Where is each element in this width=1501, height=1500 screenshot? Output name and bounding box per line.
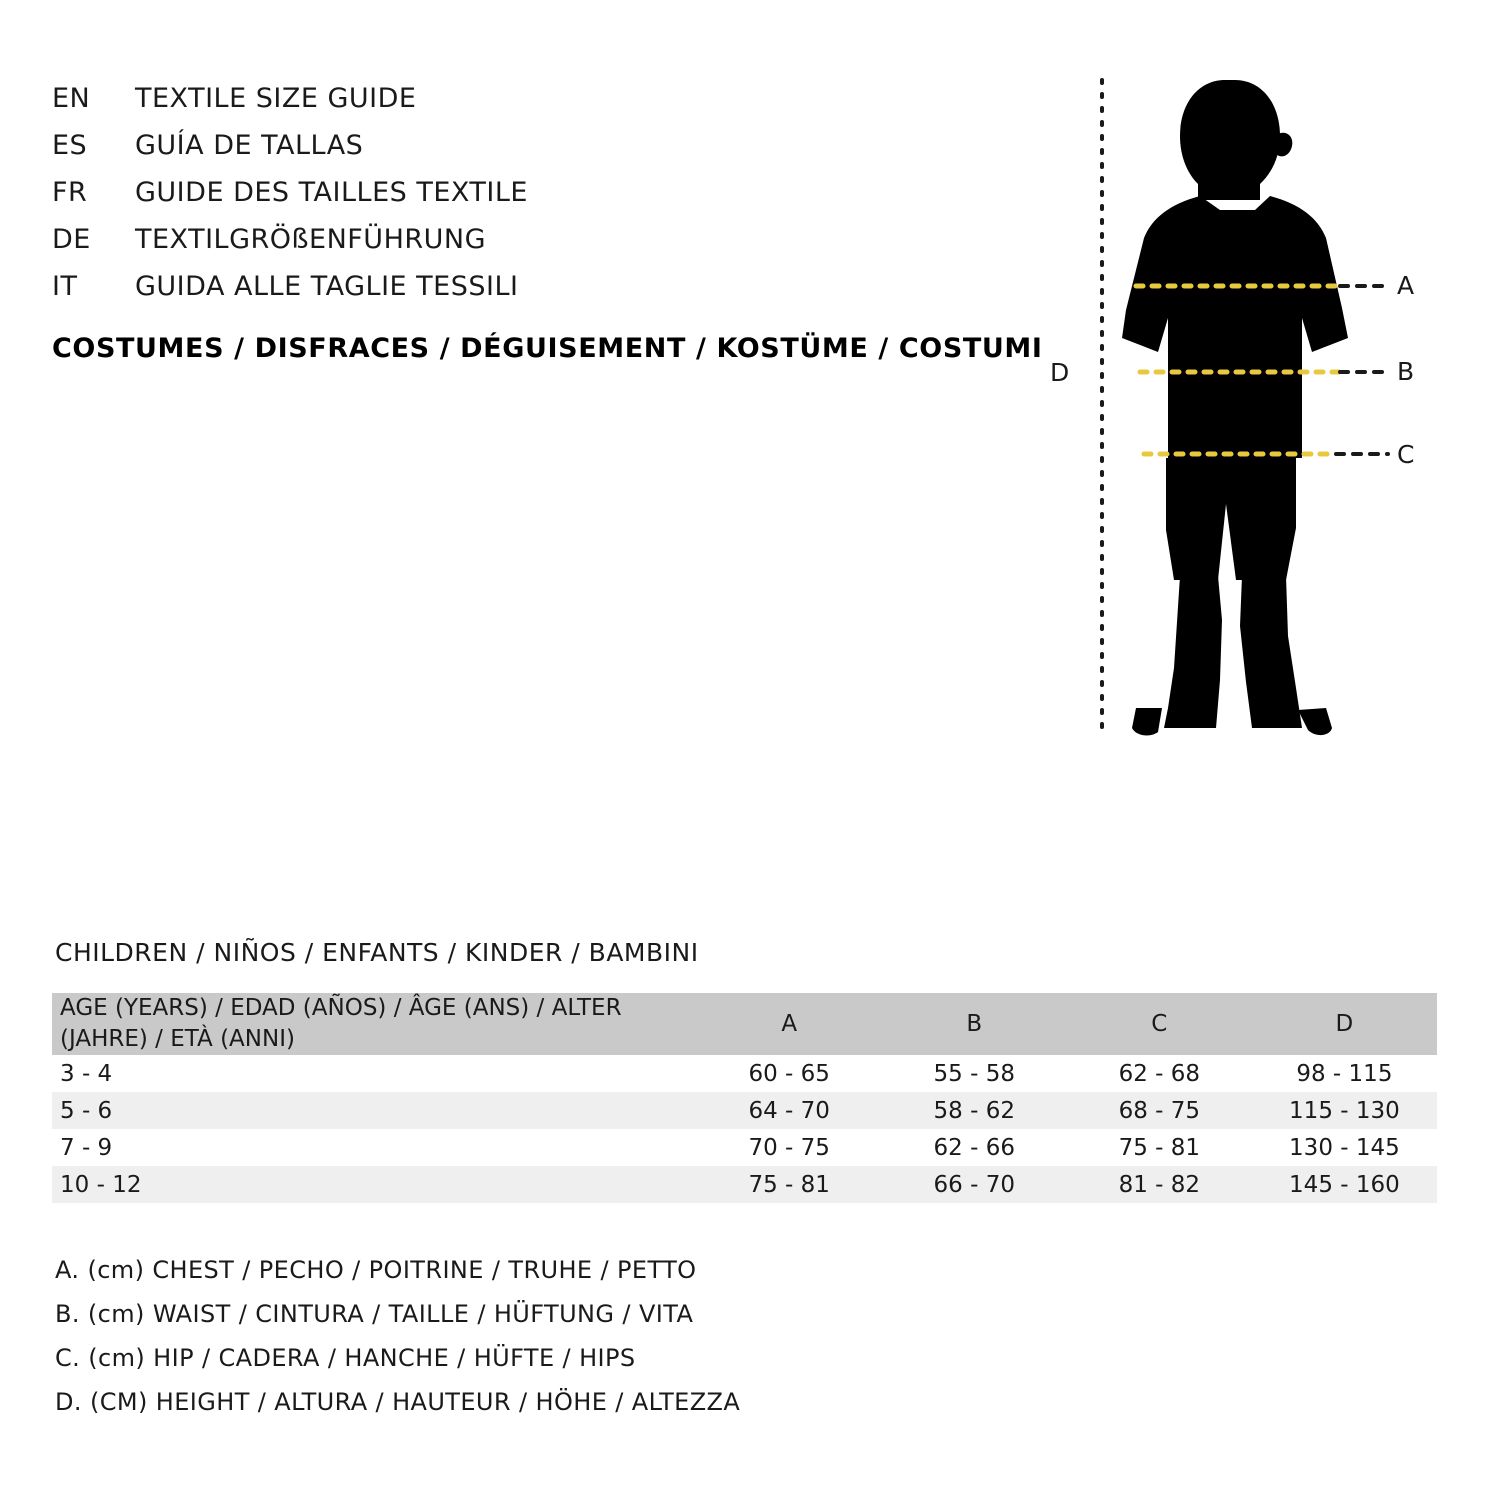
cell-a: 64 - 70 (697, 1092, 882, 1129)
column-header-age: AGE (YEARS) / EDAD (AÑOS) / ÂGE (ANS) / ALTER (JAHRE) / ETÀ (ANNI) (52, 993, 697, 1055)
language-row-de (52, 216, 1052, 263)
cell-age: 10 - 12 (52, 1166, 697, 1203)
cell-b: 58 - 62 (882, 1092, 1067, 1129)
measurement-legend (55, 1248, 740, 1424)
cell-age: 5 - 6 (52, 1092, 697, 1129)
cell-d: 115 - 130 (1252, 1092, 1437, 1129)
cell-c: 62 - 68 (1067, 1055, 1252, 1092)
figure-label-c: C (1397, 440, 1415, 469)
language-row-fr (52, 169, 1052, 216)
cell-d: 145 - 160 (1252, 1166, 1437, 1203)
cell-a: 75 - 81 (697, 1166, 882, 1203)
language-row-es (52, 122, 1052, 169)
table-section-title: CHILDREN / NIÑOS / ENFANTS / KINDER / BAMBINI (55, 938, 699, 967)
language-row-en (52, 75, 1052, 122)
legend-item-c: C. (cm) HIP / CADERA / HANCHE / HÜFTE / HIPS (55, 1344, 636, 1372)
language-text-en: TEXTILE SIZE GUIDE (135, 83, 417, 114)
table-row (52, 1092, 1437, 1129)
cell-b: 66 - 70 (882, 1166, 1067, 1203)
cell-d: 98 - 115 (1252, 1055, 1437, 1092)
costumes-heading: COSTUMES / DISFRACES / DÉGUISEMENT / KOSTÜME / COSTUMI (52, 333, 1043, 364)
language-text-fr: GUIDE DES TAILLES TEXTILE (135, 177, 528, 208)
figure-label-b: B (1397, 357, 1415, 386)
column-header-c: C (1067, 993, 1252, 1055)
cell-a: 60 - 65 (697, 1055, 882, 1092)
language-text-it: GUIDA ALLE TAGLIE TESSILI (135, 271, 519, 302)
legend-item-a: A. (cm) CHEST / PECHO / POITRINE / TRUHE / PETTO (55, 1256, 697, 1284)
table-row (52, 1055, 1437, 1092)
column-header-a: A (697, 993, 882, 1055)
legend-item-d: D. (CM) HEIGHT / ALTURA / HAUTEUR / HÖHE / ALTEZZA (55, 1388, 741, 1416)
table-header-row (52, 993, 1437, 1055)
cell-b: 55 - 58 (882, 1055, 1067, 1092)
table-row (52, 1129, 1437, 1166)
cell-c: 68 - 75 (1067, 1092, 1252, 1129)
language-list (52, 75, 1052, 310)
language-code-es: ES (52, 130, 88, 161)
legend-item-b: B. (cm) WAIST / CINTURA / TAILLE / HÜFTUNG / VITA (55, 1300, 694, 1328)
size-figure (1040, 60, 1460, 760)
column-header-b: B (882, 993, 1067, 1055)
size-table (52, 993, 1437, 1203)
language-text-de: TEXTILGRÖßENFÜHRUNG (135, 224, 487, 255)
language-code-it: IT (52, 271, 78, 302)
cell-d: 130 - 145 (1252, 1129, 1437, 1166)
figure-label-a: A (1397, 271, 1415, 300)
figure-label-d: D (1050, 358, 1070, 387)
language-code-de: DE (52, 224, 91, 255)
column-header-d: D (1252, 993, 1437, 1055)
language-row-it (52, 263, 1052, 310)
child-silhouette-icon (1040, 60, 1460, 760)
cell-c: 81 - 82 (1067, 1166, 1252, 1203)
language-code-fr: FR (52, 177, 88, 208)
language-text-es: GUÍA DE TALLAS (135, 130, 364, 161)
cell-age: 3 - 4 (52, 1055, 697, 1092)
table-row (52, 1166, 1437, 1203)
cell-c: 75 - 81 (1067, 1129, 1252, 1166)
cell-a: 70 - 75 (697, 1129, 882, 1166)
cell-age: 7 - 9 (52, 1129, 697, 1166)
cell-b: 62 - 66 (882, 1129, 1067, 1166)
language-code-en: EN (52, 83, 91, 114)
